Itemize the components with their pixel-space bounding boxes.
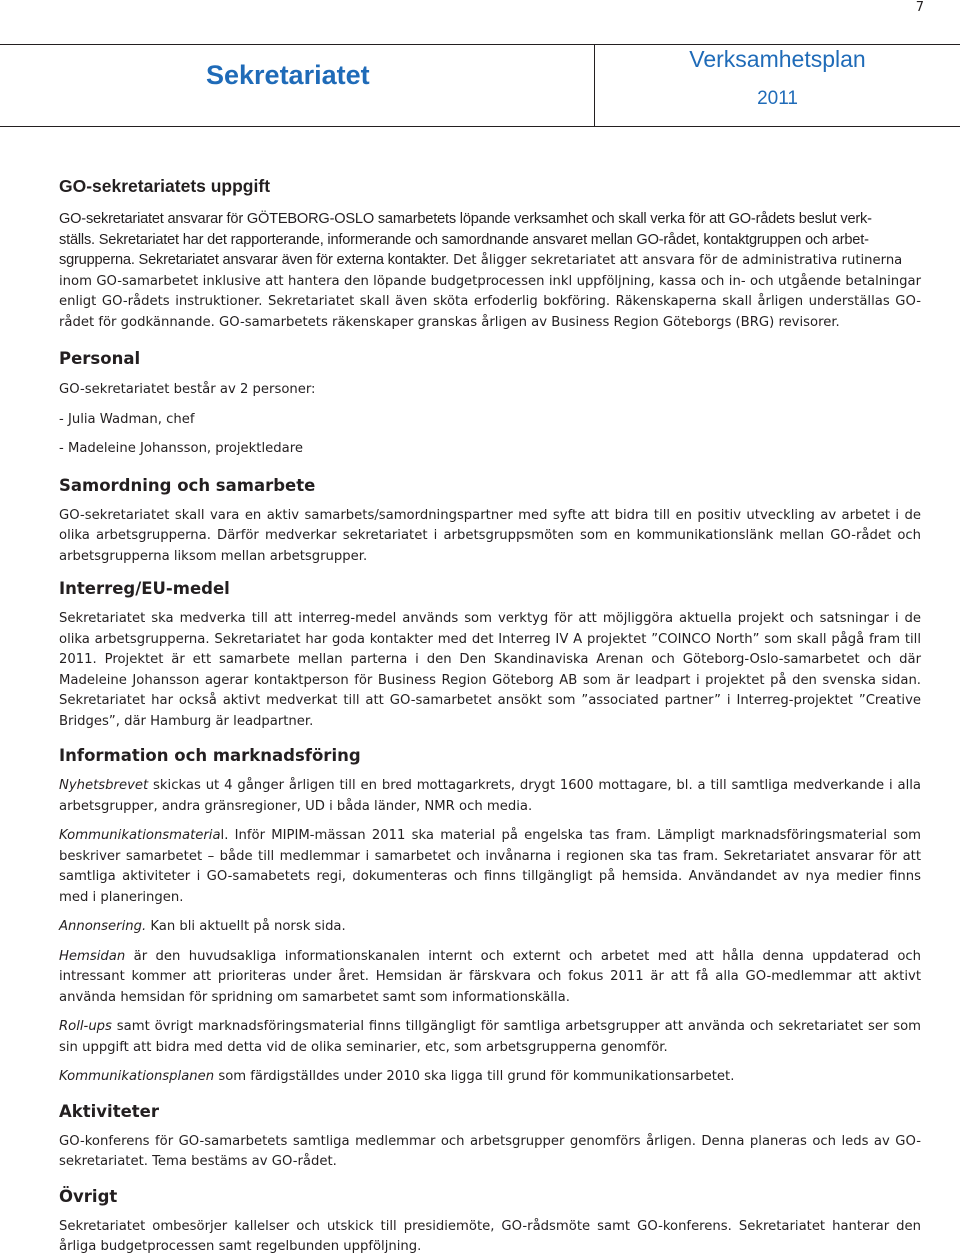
- info-em: Annonsering.: [59, 919, 147, 934]
- uppgift-line-1: GO-sekretariatet ansvarar för GÖTEBORG-OSLO samarbetets löpande verksamhet och skall verka för att GO-rådets beslut verk-: [59, 211, 872, 227]
- uppgift-paragraph: [59, 209, 921, 272]
- uppgift-line-2: ställs. Sekretariatet har det rapporterande, informerande och samordnande ansvaret mellan GO-rådet, kontaktgruppen och arbet-: [59, 231, 869, 248]
- info-em: Kommunikationsplanen: [59, 1069, 215, 1084]
- samordning-text: GO-sekretariatet skall vara en aktiv samarbets/samordningspartner med syfte att bidra till en positiv utveckling av arbetet i de olika arbetsgrupperna. Därför medverkar sekretariatet i arbetsgruppsmöten som en kommunikationslänk mellan GO-rådet och arbetsgrupperna liksom mellan arbetsgrupper.: [59, 507, 921, 564]
- uppgift-line-3a: sgrupperna. Sekretariatet ansvarar även för externa kontakter.: [59, 252, 449, 268]
- uppgift-line-3b: Det åligger sekretariatet att ansvara för de administrativa rutinerna: [448, 253, 903, 268]
- info-em: Nyhetsbrevet: [59, 778, 149, 793]
- page-number: 7: [915, 0, 924, 15]
- heading-ovrigt: Övrigt: [59, 1186, 118, 1206]
- header-bottom-rule: [0, 126, 960, 127]
- header-top-rule: [0, 44, 960, 45]
- person-item: - Julia Wadman, chef: [59, 411, 195, 427]
- heading-samordning: Samordning och samarbete: [59, 475, 316, 495]
- info-text: samt övrigt marknadsföringsmaterial finns tillgängligt för samtliga arbetsgrupper att använda och sekretariatet ser som sin uppgift att bidra med detta vid de olika seminarier, etc, som arbetsgrupperna genomför.: [59, 1019, 921, 1055]
- info-text: är den huvudsakliga informationskanalen internt och externt och arbetet med att hålla denna uppdaterad och intressant kommer att prioriteras under året. Hemsidan är färskvara och fokus 2011 är att få alla GO-medlemmar att aktivt använda hemsidan för spridning om samarbetet samt som informationskälla.: [59, 948, 921, 1005]
- info-paragraph-kommunikationsmaterial: [59, 826, 921, 908]
- info-text: skickas ut 4 gånger årligen till en bred mottagarkrets, drygt 1600 mottagare, bl. a till samtliga medverkande i alla arbetsgrupper, andra gränsregioner, UD i båda länder, NMR och media.: [59, 778, 921, 814]
- info-paragraph-kommunikationsplanen: [59, 1067, 921, 1088]
- aktiviteter-text: GO-konferens för GO-samarbetets samtliga medlemmar och arbetsgrupper genomförs årligen. Denna planeras och leds av GO-sekretariatet. Tema bestäms av GO-rådet.: [59, 1133, 921, 1169]
- heading-interreg: Interreg/EU-medel: [59, 579, 230, 598]
- document-title: Verksamhetsplan: [689, 46, 866, 72]
- info-paragraph-hemsidan: [59, 947, 921, 1009]
- info-em: Hemsidan: [59, 948, 126, 964]
- page-title: Sekretariatet: [206, 60, 370, 90]
- uppgift-paragraph-2: inom GO-samarbetet inklusive att hantera den löpande budgetprocessen inkl uppföljning, kassa och in- och utgående betalningar enligt GO-rådets instruktioner. Sekretariatet skall även sköta erfoderlig bokföring. Räkenskaperna skall årligen underställas GO-rådet för godkännande. GO-samarbetets räkenskaper granskas årligen av Business Region Göteborgs (BRG) revisorer.: [59, 273, 921, 330]
- heading-aktiviteter: Aktiviteter: [59, 1101, 159, 1121]
- info-text: Kan bli aktuellt på norsk sida.: [146, 919, 346, 934]
- info-paragraph-annonsering: [59, 917, 921, 938]
- info-text: som färdigställdes under 2010 ska ligga till grund för kommunikationsarbetet.: [214, 1069, 735, 1084]
- info-paragraph-nyhetsbrevet: [59, 776, 921, 817]
- document-year: 2011: [757, 88, 798, 109]
- info-paragraph-rollups: [59, 1017, 921, 1058]
- interreg-text: Sekretariatet ska medverka till att interreg-medel används som verktyg för att möjliggöra aktuella projekt och satsningar i de olika arbetsgrupperna. Sekretariatet har goda kontakter med det Interreg IV A projektet ”COINCO North” som skall pågå fram till 2011. Projektet är ett samarbete mellan parterna i den Den Skandinaviska Arenan och Göteborg-Oslo-samarbetet och där Madeleine Johansson agerar kontaktperson för Business Region Göteborg AB som är leadpart i projektet på den svenska sidan. Sekretariatet har också aktivt medverkat till att GO-samarbetet ansökt som ”associated partner” i Interreg-projektet ”Creative Bridges”, där Hamburg är leadpartner.: [59, 611, 921, 729]
- ovrigt-text: Sekretariatet ombesörjer kallelser och utskick till presidiemöte, GO-rådsmöte samt GO-konferens. Sekretariatet hanterar den årliga budgetprocessen samt regelbunden uppföljning.: [59, 1218, 921, 1254]
- person-item: - Madeleine Johansson, projektledare: [59, 440, 303, 456]
- main-content: [59, 176, 921, 1258]
- personal-intro: GO-sekretariatet består av 2 personer:: [59, 382, 316, 397]
- info-em: Kommunikationsmateria: [59, 828, 221, 843]
- heading-uppgift: GO-sekretariatets uppgift: [59, 176, 271, 196]
- heading-personal: Personal: [59, 349, 141, 368]
- info-em: Roll-ups: [59, 1019, 112, 1034]
- heading-information: Information och marknadsföring: [59, 746, 361, 765]
- info-text: l. Inför MIPIM-mässan 2011 ska material på engelska tas fram. Lämpligt marknadsföringsmaterial som beskriver samarbetet – både till medlemmar i samarbetet och invånarna i regionen ska tas fram. Sekretariatet ansvarar för att samtliga aktiviteter i GO-samabetets regi, dokumenteras och finns tillgängligt på hemsida. Användandet av nya medier finns med i planeringen.: [59, 828, 921, 905]
